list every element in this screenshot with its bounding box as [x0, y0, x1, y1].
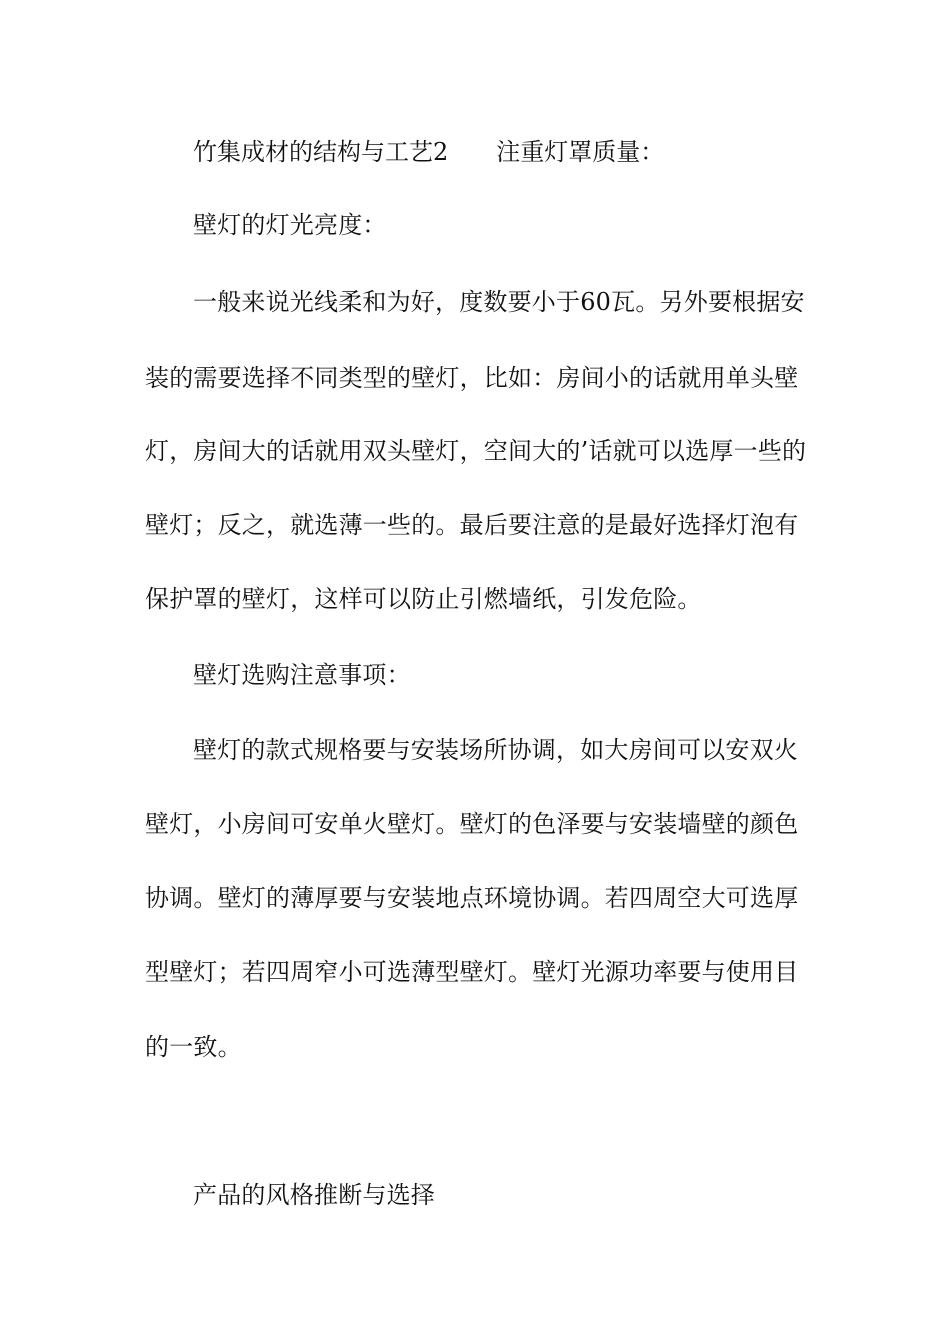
paragraph-line: 壁灯的款式规格要与安装场所协调，如大房间可以安双火	[193, 736, 798, 764]
paragraph-line: 壁灯选购注意事项：	[193, 661, 411, 689]
paragraph-line: 壁灯的灯光亮度：	[193, 211, 387, 239]
paragraph-line: 一般来说光线柔和为好，度数要小于60瓦。另外要根据安	[193, 288, 805, 316]
paragraph-line: 的一致。	[145, 1033, 242, 1061]
heading-subtitle: 注重灯罩质量：	[496, 138, 665, 166]
heading-title: 竹集成材的结构与工艺2	[193, 138, 449, 166]
heading-line	[193, 140, 664, 164]
paragraph-line: 壁灯，小房间可安单火壁灯。壁灯的色泽要与安装墙壁的颜色	[145, 810, 799, 838]
paragraph-line: 装的需要选择不同类型的壁灯，比如：房间小的话就用单头壁	[145, 364, 799, 392]
paragraph-line: 保护罩的壁灯，这样可以防止引燃墙纸，引发危险。	[145, 585, 702, 613]
paragraph-line: 灯，房间大的话就用双头壁灯，空间大的’话就可以选厚一些的	[145, 437, 807, 465]
paragraph-line: 型壁灯；若四周窄小可选薄型壁灯。壁灯光源功率要与使用目	[145, 958, 799, 986]
paragraph-line: 壁灯；反之，就选薄一些的。最后要注意的是最好选择灯泡有	[145, 511, 799, 539]
paragraph-line: 协调。壁灯的薄厚要与安装地点环境协调。若四周空大可选厚	[145, 884, 799, 912]
section-heading: 产品的风格推断与选择	[193, 1181, 435, 1209]
